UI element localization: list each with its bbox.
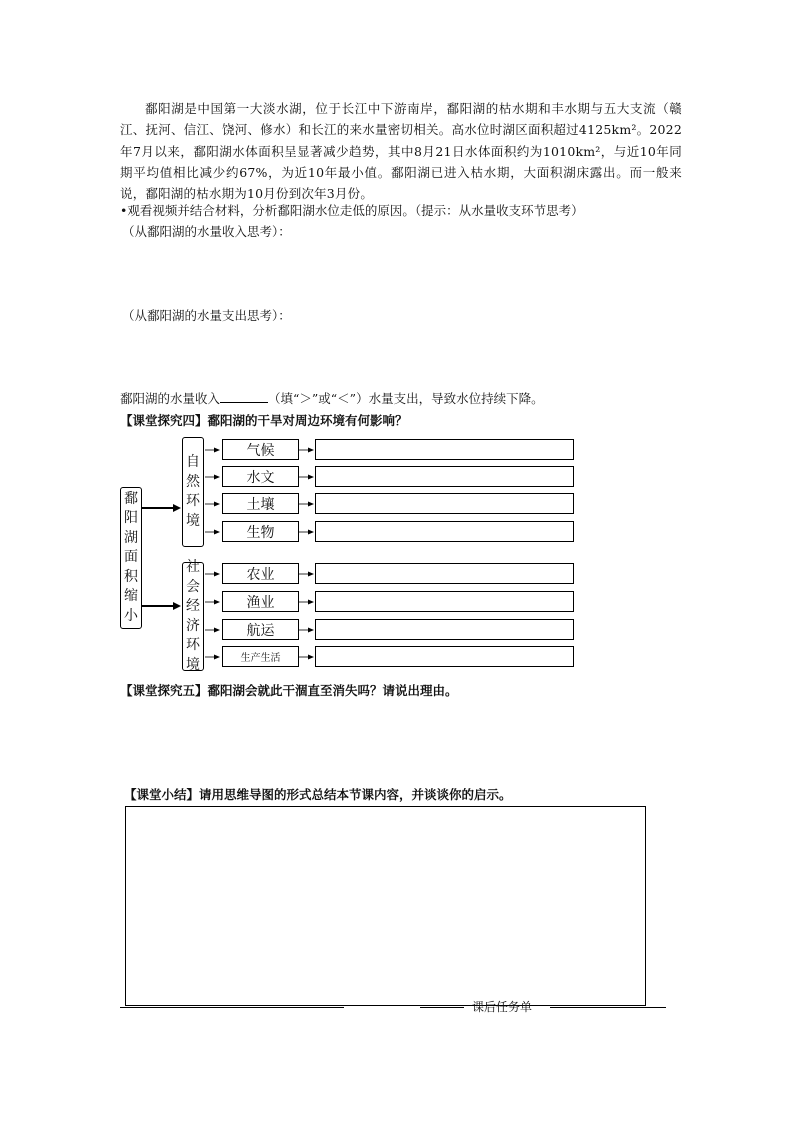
intro-paragraph <box>120 98 682 204</box>
summary-title: 【课堂小结】请用思维导图的形式总结本节课内容，并谈谈你的启示。 <box>124 787 512 802</box>
intro-text: 鄱阳湖是中国第一大淡水湖，位于长江中下游南岸，鄱阳湖的枯水期和丰水期与五大支流（赣江、抚河、信江、饶河、修水）和长江的来水量密切相关。高水位时湖区面积超过4125km²。2022年7月以来，鄱阳湖水体面积呈显著减少趋势，其中8月21日水体面积约为1010km²，与近10年同期平均值相比减少约67%，为近10年最小值。鄱阳湖已进入枯水期，大面积湖床露出。而一般来说，鄱阳湖的枯水期为10月份到次年3月份。 <box>120 101 682 202</box>
natural-answer-field[interactable] <box>315 439 574 460</box>
inquiry4-title: 【课堂探究四】鄱阳湖的干旱对周边环境有何影响？ <box>120 413 408 428</box>
root-char: 面 <box>124 549 138 566</box>
social-answer-field[interactable] <box>315 591 574 612</box>
natural-item-label: 水文 <box>222 466 299 487</box>
social-answer-field[interactable] <box>315 619 574 640</box>
task-instruction: •观看视频并结合材料，分析鄱阳湖水位走低的原因。（提示：从水量收支环节思考） <box>120 203 584 218</box>
natural-item-label: 生物 <box>222 521 299 542</box>
social-char: 境 <box>186 656 200 673</box>
inquiry5-title: 【课堂探究五】鄱阳湖会就此干涸直至消失吗？请说出理由。 <box>120 683 458 698</box>
natural-char: 境 <box>186 512 200 529</box>
natural-char: 自 <box>186 454 200 470</box>
footer <box>120 998 666 1014</box>
root-char: 小 <box>124 607 138 624</box>
root-char: 湖 <box>124 529 138 546</box>
expense-prompt: （从鄱阳湖的水量支出思考）： <box>122 308 291 323</box>
footer-line-left <box>120 1007 344 1008</box>
natural-answer-field[interactable] <box>315 466 574 487</box>
natural-item-label: 土壤 <box>222 493 299 514</box>
social-char: 会 <box>186 578 200 595</box>
root-char: 鄱 <box>124 490 138 507</box>
root-char: 阳 <box>124 510 138 527</box>
social-char: 社 <box>186 559 200 575</box>
natural-environment-box <box>182 437 204 547</box>
fill-after: （填“＞”或“＜”）水量支出，导致水位持续下降。 <box>268 391 544 406</box>
footer-line-mid <box>420 1007 464 1008</box>
footer-line-right <box>550 1007 666 1008</box>
social-answer-field[interactable] <box>315 646 574 667</box>
social-item-label: 渔业 <box>222 591 299 612</box>
social-char: 济 <box>186 617 200 634</box>
social-item-label: 生产生活 <box>222 646 299 667</box>
fill-in-sentence <box>120 389 544 407</box>
root-char: 积 <box>124 568 138 585</box>
social-answer-field[interactable] <box>315 563 574 584</box>
social-economic-environment-box <box>182 559 204 673</box>
social-char: 经 <box>186 598 200 614</box>
natural-char: 然 <box>186 473 200 490</box>
natural-answer-field[interactable] <box>315 493 574 514</box>
root-box-shrinking-lake <box>120 487 142 629</box>
social-item-label: 航运 <box>222 619 299 640</box>
social-char: 环 <box>186 637 200 653</box>
natural-answer-field[interactable] <box>315 521 574 542</box>
income-prompt: （从鄱阳湖的水量收入思考）： <box>122 224 291 239</box>
natural-item-label: 气候 <box>222 439 299 460</box>
social-item-label: 农业 <box>222 563 299 584</box>
fill-before: 鄱阳湖的水量收入 <box>120 391 221 406</box>
natural-char: 环 <box>186 493 200 509</box>
mind-map-answer-box[interactable] <box>125 806 646 1006</box>
fill-blank[interactable] <box>220 390 268 403</box>
footer-label: 课后任务单 <box>472 1000 533 1014</box>
root-char: 缩 <box>124 588 138 605</box>
